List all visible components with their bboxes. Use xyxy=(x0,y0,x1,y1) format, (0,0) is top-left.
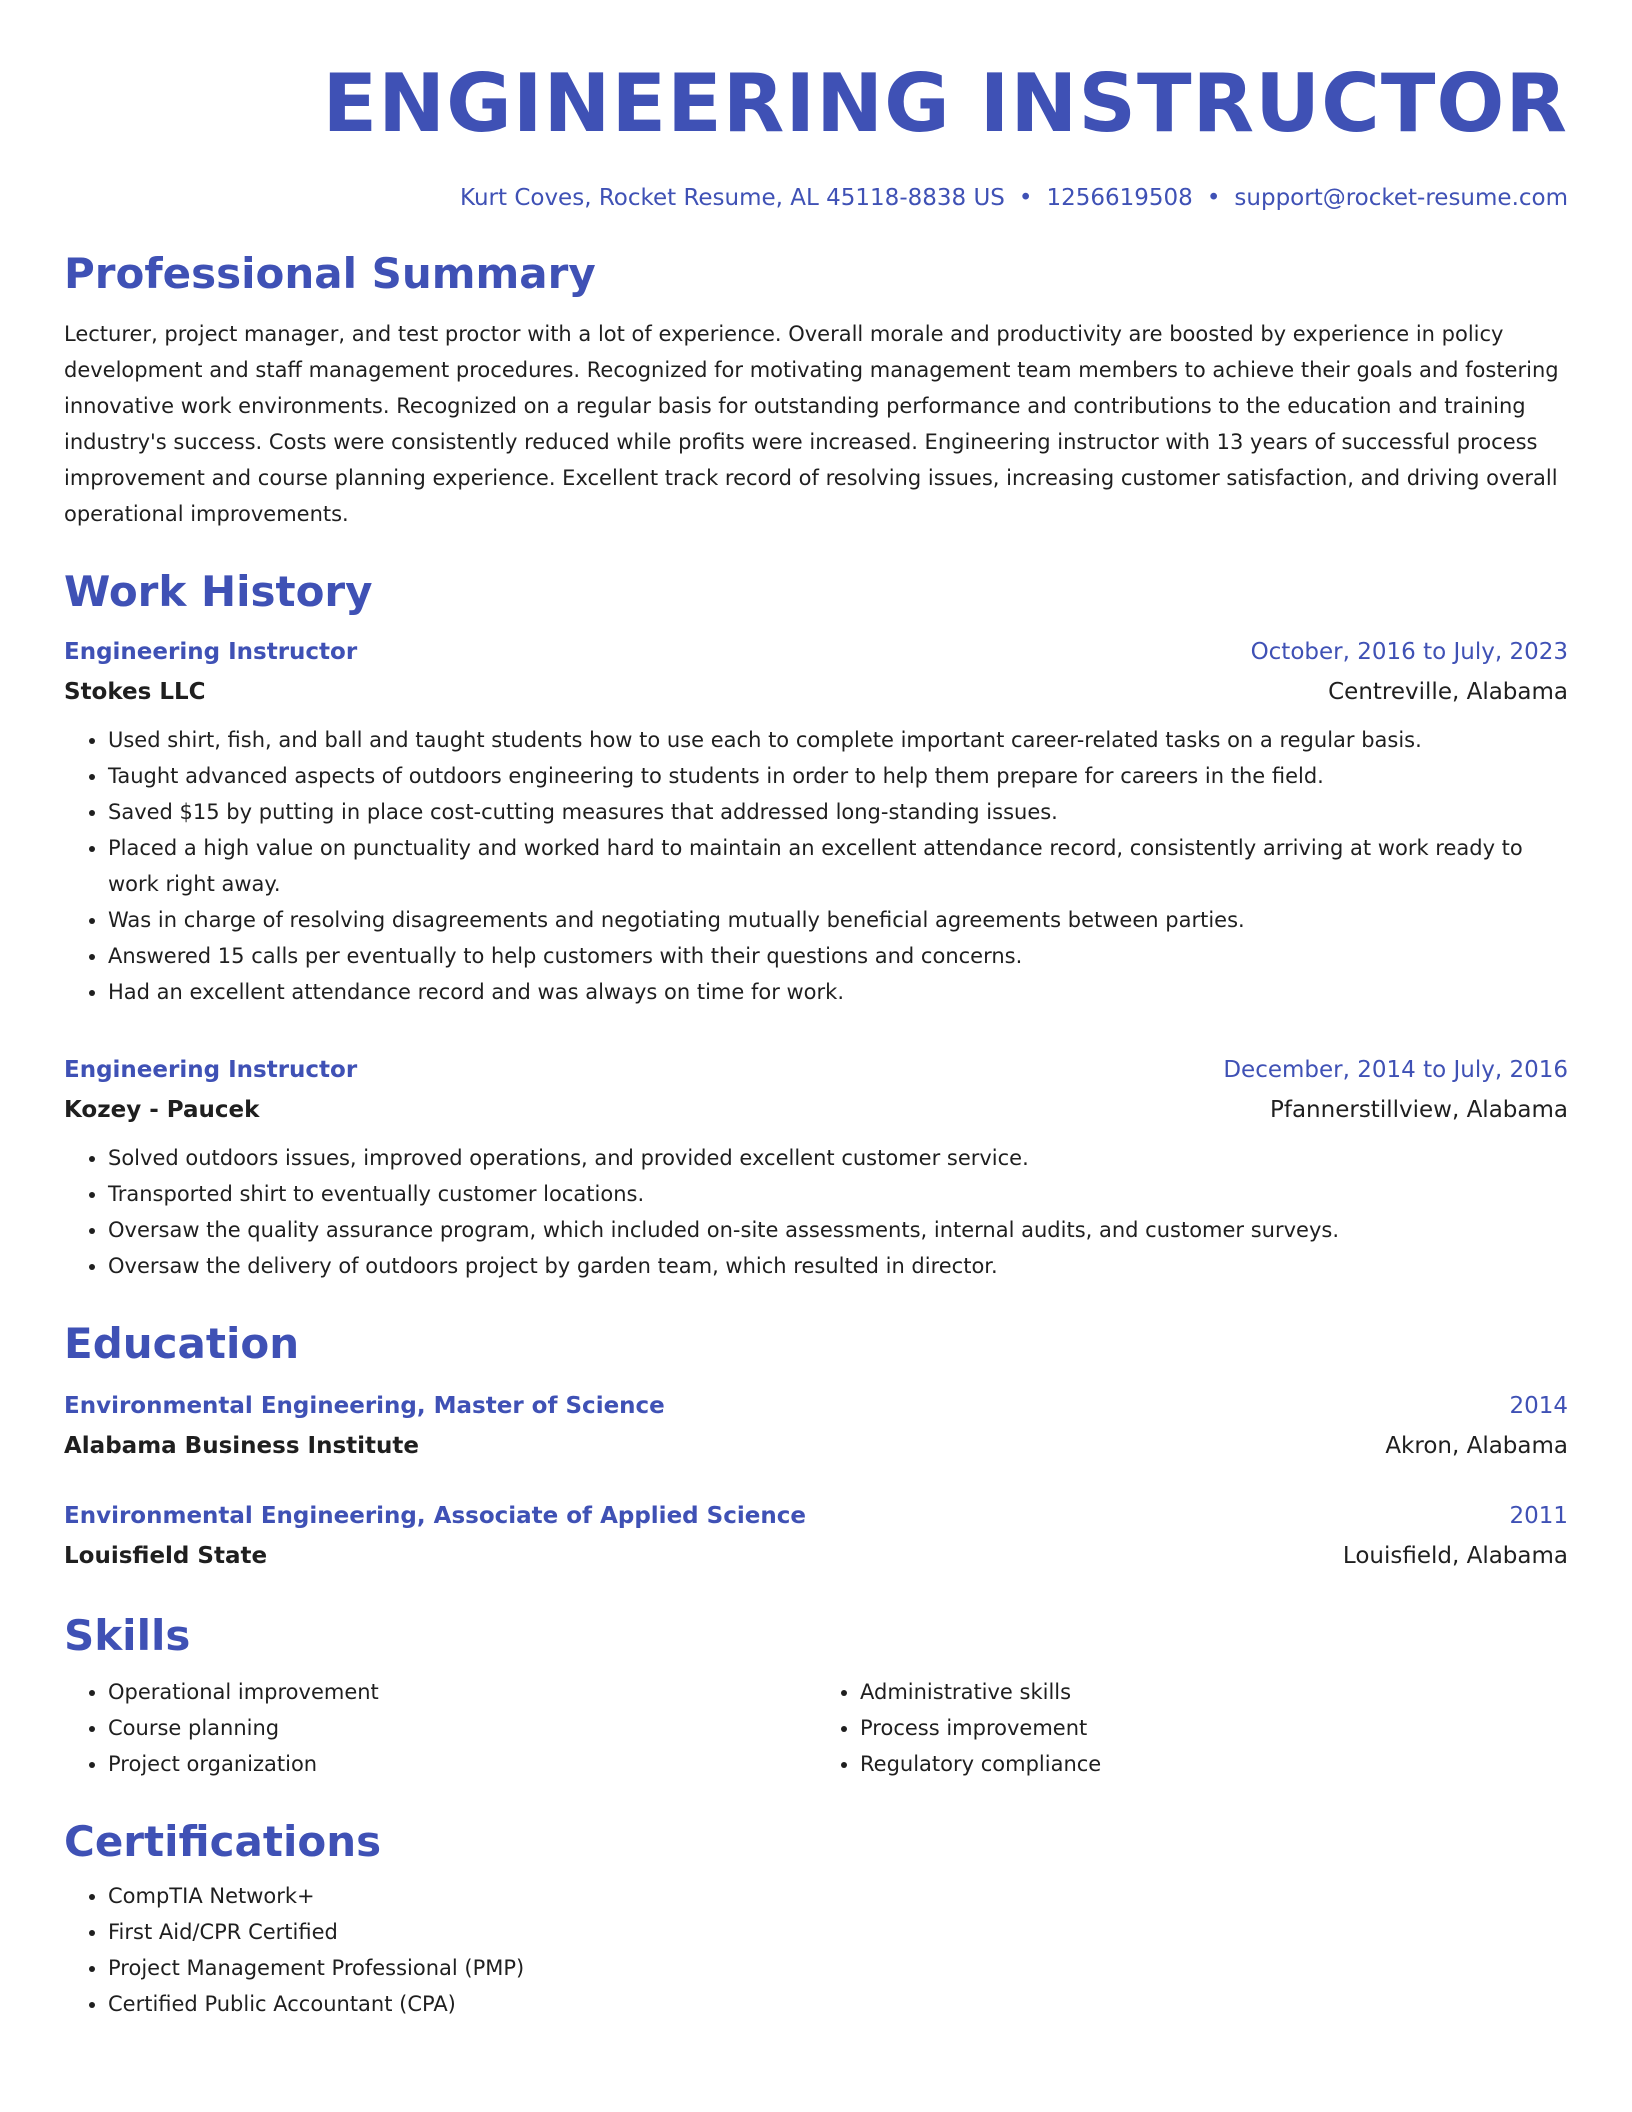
contact-separator: • xyxy=(1206,185,1221,211)
certifications-list xyxy=(64,1878,1568,2022)
job-dates: December, 2014 to July, 2016 xyxy=(1223,1057,1568,1083)
job-title: Engineering Instructor xyxy=(64,1057,358,1083)
section-heading-summary: Professional Summary xyxy=(64,249,596,298)
list-item: • Oversaw the quality assurance program, which included on-site assessments, internal audits, and customer surveys. xyxy=(108,1212,1568,1248)
education-location: Akron, Alabama xyxy=(1385,1433,1568,1459)
certification-item: • Certified Public Accountant (CPA) xyxy=(108,1986,1568,2022)
job-dates: October, 2016 to July, 2023 xyxy=(1250,639,1568,665)
job-location: Pfannerstillview, Alabama xyxy=(1270,1097,1568,1123)
list-item: • Oversaw the delivery of outdoors project by garden team, which resulted in director. xyxy=(108,1248,1568,1284)
job-bullets xyxy=(64,1140,1568,1284)
job-company: Kozey - Paucek xyxy=(64,1097,260,1123)
section-heading-certifications: Certifications xyxy=(64,1817,382,1866)
job-location: Centreville, Alabama xyxy=(1328,679,1568,705)
list-item: • Answered 15 calls per eventually to help customers with their questions and concerns. xyxy=(108,938,1568,974)
education-school: Alabama Business Institute xyxy=(64,1433,419,1459)
job-bullets xyxy=(64,722,1568,1010)
section-heading-skills: Skills xyxy=(64,1611,191,1660)
contact-phone: 1256619508 xyxy=(1046,185,1193,211)
certification-item: • Project Management Professional (PMP) xyxy=(108,1950,1568,1986)
education-location: Louisfield, Alabama xyxy=(1342,1543,1568,1569)
education-entry xyxy=(64,1496,1568,1576)
section-heading-work-history: Work History xyxy=(64,567,373,616)
list-item: • Was in charge of resolving disagreements and negotiating mutually beneficial agreements between parties. xyxy=(108,902,1568,938)
list-item: • Had an excellent attendance record and was always on time for work. xyxy=(108,974,1568,1010)
certification-item: • CompTIA Network+ xyxy=(108,1878,1568,1914)
section-heading-education: Education xyxy=(64,1319,300,1368)
skill-item: • Project organization xyxy=(108,1746,816,1782)
list-item: • Solved outdoors issues, improved operations, and provided excellent customer service. xyxy=(108,1140,1568,1176)
skill-item: • Administrative skills xyxy=(860,1674,1568,1710)
job-title: Engineering Instructor xyxy=(64,639,358,665)
job-entry xyxy=(64,1050,1568,1284)
education-year: 2011 xyxy=(1509,1503,1568,1529)
job-entry xyxy=(64,632,1568,1010)
skill-item: • Process improvement xyxy=(860,1710,1568,1746)
skills-grid xyxy=(64,1674,1568,1782)
skills-list-left xyxy=(64,1674,816,1782)
list-item: • Used shirt, fish, and ball and taught students how to use each to complete important career-related tasks on a regular basis. xyxy=(108,722,1568,758)
education-school: Louisfield State xyxy=(64,1543,268,1569)
skill-item: • Regulatory compliance xyxy=(860,1746,1568,1782)
skills-list-right xyxy=(816,1674,1568,1782)
list-item: • Placed a high value on punctuality and worked hard to maintain an excellent attendance record, consistently arriving at work ready to work right away. xyxy=(108,830,1568,902)
contact-email: support@rocket-resume.com xyxy=(1234,185,1568,211)
education-entry xyxy=(64,1386,1568,1466)
contact-separator: • xyxy=(1018,185,1033,211)
summary-text: Lecturer, project manager, and test proctor with a lot of experience. Overall morale and productivity are boosted by experience in policy development and staff management procedures. Recognized for motivating management team members to achieve their goals and fostering innovative work environments. Recognized on a regular basis for outstanding performance and contributions to the education and training industry's success. Costs were consistently reduced while profits were increased. Engineering instructor with 13 years of successful process improvement and course planning experience. Excellent track record of resolving issues, increasing customer satisfaction, and driving overall operational improvements. xyxy=(64,322,1559,526)
certification-item: • First Aid/CPR Certified xyxy=(108,1914,1568,1950)
skill-item: • Course planning xyxy=(108,1710,816,1746)
education-year: 2014 xyxy=(1509,1393,1568,1419)
resume-title: ENGINEERING INSTRUCTOR xyxy=(322,57,1568,150)
list-item: • Transported shirt to eventually customer locations. xyxy=(108,1176,1568,1212)
skill-item: • Operational improvement xyxy=(108,1674,816,1710)
list-item: • Taught advanced aspects of outdoors engineering to students in order to help them prepare for careers in the field. xyxy=(108,758,1568,794)
contact-line xyxy=(64,182,1568,214)
job-company: Stokes LLC xyxy=(64,679,206,705)
education-degree: Environmental Engineering, Associate of Applied Science xyxy=(64,1503,806,1529)
education-degree: Environmental Engineering, Master of Science xyxy=(64,1393,665,1419)
contact-address: Kurt Coves, Rocket Resume, AL 45118-8838 US xyxy=(460,185,1005,211)
list-item: • Saved $15 by putting in place cost-cutting measures that addressed long-standing issues. xyxy=(108,794,1568,830)
